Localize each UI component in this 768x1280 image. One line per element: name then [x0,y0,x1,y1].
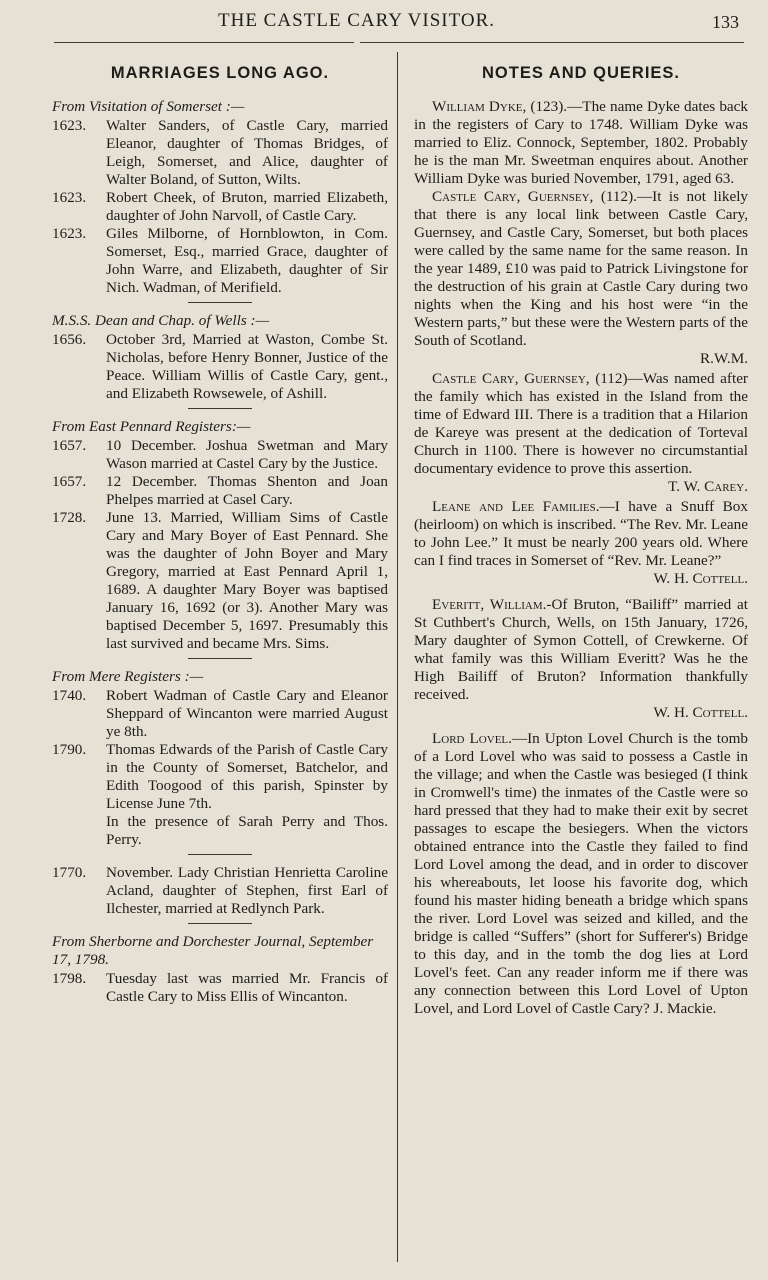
note-lead: Everitt, William. [432,596,547,613]
entry-year: 1728. [52,509,87,526]
header-rule-right [360,42,744,43]
marriage-entry [52,687,388,741]
entry-text: June 13. Married, William Sims of Castle Cary and Mary Boyer of East Pennard. She was the daughter of John Boyer and Mary Gregory, married at East Pennard April 1, 1689. A daughter Mary Boyer was baptised January 16, 1692 (or 3). Another Mary was baptised December 5, 1697. Presumably this last survived and became Mrs. Sims. [106,509,388,652]
section-divider [188,302,252,303]
entry-text: Thomas Edwards of the Parish of Castle Cary in the County of Somerset, Batchelor, and Edith Toogood of this parish, Spinster by License June 7th. [106,741,388,812]
entry-text: Robert Cheek, of Bruton, married Elizabeth, daughter of John Narvoll, of Castle Cary. [106,189,388,224]
column-divider [397,52,398,1262]
marriage-entry [52,741,388,849]
note-signature: W. H. Cottell. [653,570,748,587]
note-lead: William Dyke, (123). [432,98,568,115]
source-heading: From Visitation of Somerset :— [52,98,245,115]
note-item [414,498,748,570]
note-body: —Was named after the family which has existed in the Island from the time of Edward III. There is a tradition that a Hilarion de Kareye was present at the dedication of Torteval Church in 1100. There is however no circumstantial documentary evidence to prove this assertion. [414,370,748,477]
note-lead: Leane and Lee Families. [432,498,600,515]
note-body: —The name Dyke dates back in the registers of Cary to 1748. William Dyke was married to Eliz. Connock, September, 1802. Probably he is the man Mr. Sweetman enquires about. Another William Dyke was buried November, 1791, aged 63. [414,98,748,187]
running-head [0,10,768,38]
entry-text: Giles Milborne, of Hornblowton, in Com. Somerset, Esq., married Grace, daughter of John Warre, and Elizabeth, daughter of Sir Nich. Wadman, of Merifield. [106,225,388,296]
note-body: —It is not likely that there is any local link between Castle Cary, Guernsey, and Castle Cary, Somerset, but both places were called by the same name for the same reason. In the year 1489, £10 was paid to Patrick Livingstone for the destruction of his grain at Castle Cary during two nights when the King and his host were “in the Western parts,” but these were the Western parts of the South of Scotland. [414,188,749,349]
page-number: 133 [712,12,739,32]
entry-year: 1657. [52,437,87,454]
entry-year: 1657. [52,473,87,490]
header-rule-left [54,42,354,43]
marriage-entry [52,225,388,297]
note-item [414,370,748,478]
notes-heading: NOTES AND QUERIES. [482,64,680,82]
section-divider [188,408,252,409]
marriages-column [52,58,388,1006]
journal-title: THE CASTLE CARY VISITOR. [218,10,496,31]
marriage-entry [52,117,388,189]
entry-text: 10 December. Joshua Swetman and Mary Wason married at Castel Cary by the Justice. [106,437,388,472]
note-lead: Castle Cary, Guernsey, (112) [432,370,628,387]
entry-year: 1770. [52,864,87,881]
marriage-entry [52,331,388,403]
marriage-entry [52,437,388,473]
entry-year: 1790. [52,741,87,758]
entry-year: 1623. [52,225,87,242]
note-body: —In Upton Lovel Church is the tomb of a Lord Lovel who was said to possess a Castle in the village; and when the Castle was besieged (I think in Cromwell's time) the inmates of the Castle were so hard pressed that they had to make their exit by secret passages to escape the besiegers. When the victors obtained entrance into the Castle they failed to find Lord Lovel among the dead, and in order to discover his whereabouts, let loose his favorite dog, which found his master hiding beneath a bridge which spans the river. Lord Lovel was seized and killed, and the bridge is called “Suffers” (short for Sufferer's) Bridge to this day, and in the tomb the dog lies at Lord Lovel's feet. Can any reader inform me if there was any connection between this Lord Lovel of Upton Lovel, and Lord Lovel of Castle Cary? J. Mackie. [414,730,748,1017]
marriage-entry [52,189,388,225]
entry-year: 1656. [52,331,87,348]
marriage-entry [52,473,388,509]
marriage-entry [52,970,388,1006]
notes-column [414,58,748,1018]
note-signature: T. W. Carey. [668,478,748,495]
entry-year: 1798. [52,970,87,987]
marriages-heading: MARRIAGES LONG AGO. [110,64,330,82]
entry-text: October 3rd, Married at Waston, Combe St. Nicholas, before Henry Bonner, Justice of the Peace. William Willis of Castle Cary, gent., and Elizabeth Rowsewele, of Ashill. [106,331,388,402]
entry-text: 12 December. Thomas Shenton and Joan Phelpes married at Casel Cary. [106,473,388,508]
note-signature: W. H. Cottell. [653,704,748,721]
source-heading: From Mere Registers :— [52,668,204,685]
source-heading: M.S.S. Dean and Chap. of Wells :— [52,312,270,329]
marriage-entry [52,509,388,653]
section-divider [188,923,252,924]
marriage-entry [52,864,388,918]
entry-year: 1623. [52,117,87,134]
section-divider [188,854,252,855]
entry-text: Robert Wadman of Castle Cary and Eleanor Sheppard of Wincanton were married August ye 8th. [106,687,388,740]
note-body: -Of Bruton, “Bailiff” married at St Cuthbert's Church, Wells, on 15th January, 1726, Mary daughter of Symon Cottell, of Crewkerne. Of what family was this William Everitt? Was he the High Bailiff of Bruton? Information thankfully received. [414,596,748,703]
note-item [414,188,748,350]
source-heading: From Sherborne and Dorchester Journal, September 17, 1798. [52,933,374,968]
entry-text: November. Lady Christian Henrietta Caroline Acland, daughter of Stephen, first Earl of Ilchester, married at Redlynch Park. [106,864,388,917]
note-item [414,98,748,188]
entry-text: Tuesday last was married Mr. Francis of Castle Cary to Miss Ellis of Wincanton. [106,970,388,1005]
note-body: —I have a Snuff Box (heirloom) on which is inscribed. “The Rev. Mr. Leane to John Lee.” It must be nearly 200 years old. Where can I find traces in Somerset of “Rev. Mr. Leane?” [414,498,748,569]
note-lead: Lord Lovel. [432,730,512,747]
note-lead: Castle Cary, Guernsey, (112). [432,188,637,205]
note-item [414,596,748,704]
note-signature: R.W.M. [700,350,748,367]
source-heading: From East Pennard Registers:— [52,418,251,435]
note-item [414,730,748,1018]
entry-text-witnesses: In the presence of Sarah Perry and Thos. Perry. [106,813,388,848]
entry-text-block [106,741,388,849]
entry-year: 1740. [52,687,87,704]
section-divider [188,658,252,659]
entry-text: Walter Sanders, of Castle Cary, married Eleanor, daughter of Thomas Bridges, of Leigh, Somerset, and Alice, daughter of Walter Boland, of Sutton, Wilts. [106,117,388,188]
entry-year: 1623. [52,189,87,206]
